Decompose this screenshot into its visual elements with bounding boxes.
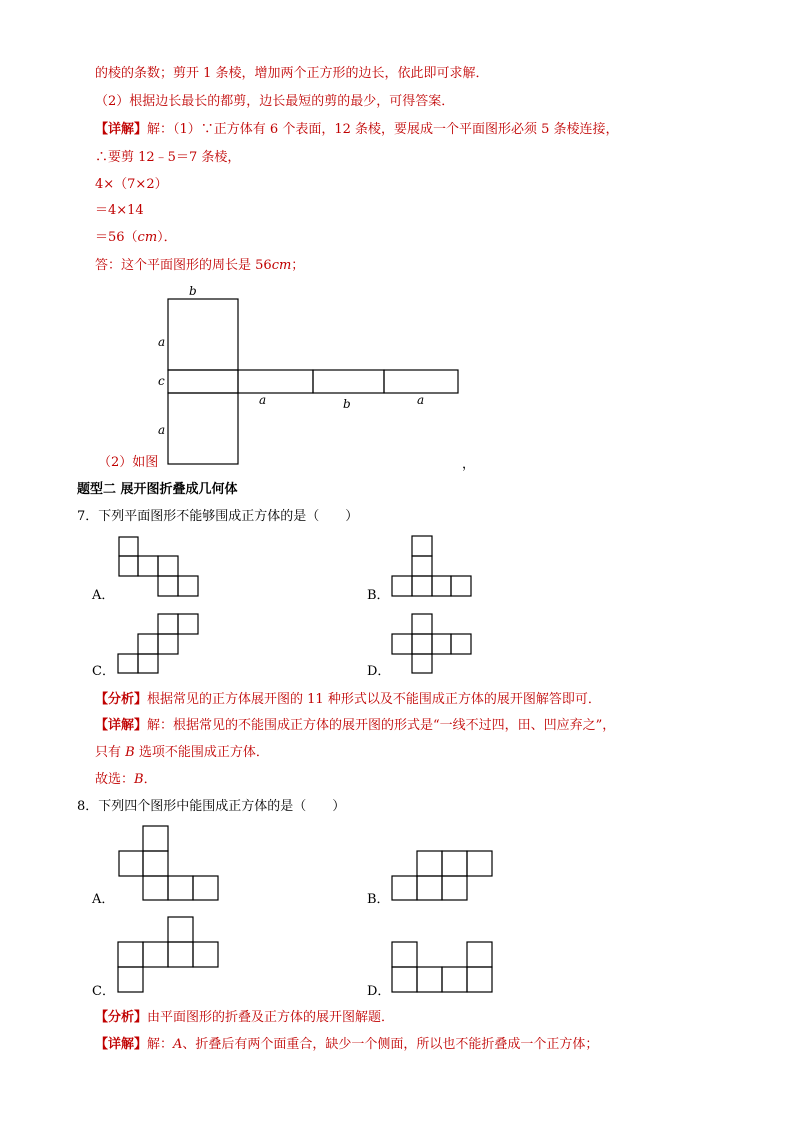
- label-a-1: a: [259, 393, 267, 407]
- q8-option-c[interactable]: C．: [92, 984, 115, 999]
- unit-cm: cm: [271, 258, 292, 273]
- calc-line-2: 4×（7×2）: [95, 177, 168, 192]
- label-a-upper: a: [158, 335, 166, 349]
- q7-option-a[interactable]: A．: [92, 588, 115, 603]
- q7-detail: 【详解】解：根据常见的不能围成正方体的展开图的形式是“一线不过四，田、凹应弃之”，: [95, 718, 616, 733]
- analysis-tag: 【分析】: [95, 1010, 148, 1025]
- section-title: 题型二 展开图折叠成几何体: [77, 482, 238, 497]
- label-c: c: [158, 374, 165, 388]
- detail-text: 解：（1）∵正方体有 6 个表面，12 条棱，要展成一个平面图形必须 5 条棱连接，: [147, 122, 619, 137]
- detail-tag: 【详解】: [95, 1037, 148, 1052]
- unit-cm: cm: [137, 230, 158, 245]
- q8-detail: 【详解】解：A、折叠后有两个面重合，缺少一个侧面，所以也不能折叠成一个正方体；: [95, 1037, 599, 1052]
- q7-detail-cont: 只有 B 选项不能围成正方体．: [95, 745, 269, 760]
- q7-choice: 故选：B．: [95, 772, 157, 787]
- q7-option-b[interactable]: B．: [367, 588, 390, 603]
- q7-stem: 7．下列平面图形不能够围成正方体的是（ ）: [77, 509, 359, 524]
- calc-line-4: ＝56（cm）．: [95, 230, 177, 245]
- label-b-2: b: [343, 397, 351, 411]
- q8-analysis: 【分析】由平面图形的折叠及正方体的展开图解题．: [95, 1010, 395, 1025]
- solution-line-1: 的棱的条数；剪开 1 条棱，增加两个正方形的边长，依此即可求解．: [95, 66, 489, 81]
- label-a-lower: a: [158, 423, 166, 437]
- q8-option-b[interactable]: B．: [367, 892, 390, 907]
- q7-option-d[interactable]: D．: [367, 664, 391, 679]
- q8-option-a[interactable]: A．: [92, 892, 115, 907]
- label-a-3: a: [417, 393, 425, 407]
- figure-caption: （2）如图: [98, 455, 159, 470]
- analysis-tag: 【分析】: [95, 692, 148, 707]
- calc-line-3: ＝4×14: [95, 203, 144, 218]
- label-b-top: b: [189, 284, 197, 298]
- trailing-comma: ，: [462, 457, 476, 472]
- q7-analysis: 【分析】根据常见的正方体展开图的 11 种形式以及不能围成正方体的展开图解答即可．: [95, 692, 601, 707]
- q7-option-c[interactable]: C．: [92, 664, 115, 679]
- detail-tag: 【详解】: [95, 122, 148, 137]
- detail-tag: 【详解】: [95, 718, 148, 733]
- q8-option-d[interactable]: D．: [367, 984, 391, 999]
- solution-line-2: （2）根据边长最长的都剪，边长最短的剪的最少，可得答案．: [95, 94, 455, 109]
- calc-line-1: ∴要剪 12﹣5＝7 条棱，: [95, 150, 241, 165]
- answer-line: 答：这个平面图形的周长是 56cm；: [95, 258, 305, 273]
- q8-stem: 8．下列四个图形中能围成正方体的是（ ）: [77, 799, 346, 814]
